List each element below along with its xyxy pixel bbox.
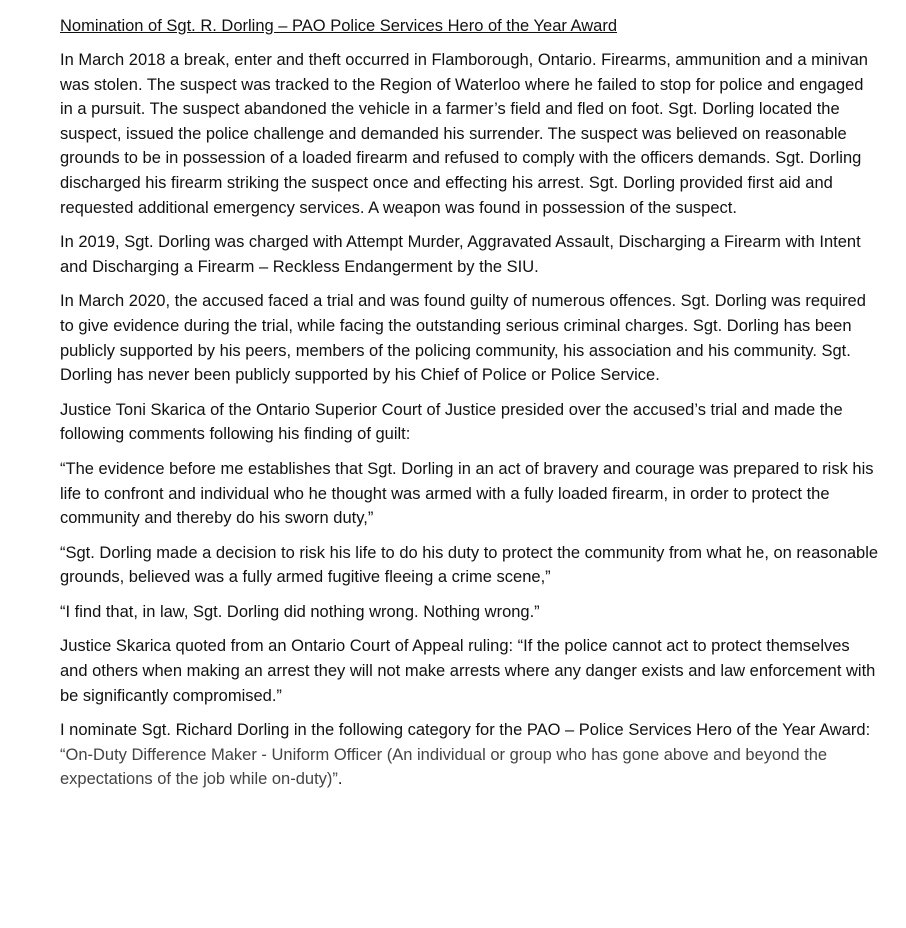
quote-nothing-wrong: “I find that, in law, Sgt. Dorling did nothing wrong. Nothing wrong.” (60, 602, 540, 621)
quote-decision: “Sgt. Dorling made a decision to risk his life to do his duty to protect the community from what he, on reasonable grounds, believed was a fully armed fugitive fleeing a crime scene,” (60, 543, 879, 587)
nomination-end: . (337, 770, 343, 789)
paragraph-incident: In March 2018 a break, enter and theft occurred in Flamborough, Ontario. Firearms, ammunition and a minivan was stolen. The suspect was tracked to the Region of Waterloo where he failed to stop for police and engaged in a pursuit. The suspect abandoned the vehicle in a farmer’s field and fled on foot. Sgt. Dorling located the suspect, issued the police challenge and demanded his surrender. The suspect was believed on reasonable grounds to be in possession of a loaded firearm and refused to comply with the officers demands. Sgt. Dorling discharged his firearm striking the suspect once and effecting his arrest. Sgt. Dorling provided first aid and requested additional emergency services. A weapon was found in possession of the suspect. (60, 51, 868, 217)
nomination-intro: I nominate Sgt. Richard Dorling in the following category for the PAO – Police Services Hero of the Year Award: (60, 721, 871, 740)
nomination-category: “On-Duty Difference Maker - Uniform Officer (An individual or group who has gone above and beyond the expectations of the job while on-duty)” (60, 745, 828, 789)
quote-bravery: “The evidence before me establishes that Sgt. Dorling in an act of bravery and courage was prepared to risk his life to confront and individual who he thought was armed with a fully loaded firearm, in order to protect the community and thereby do his sworn duty,” (60, 459, 874, 528)
paragraph-trial: In March 2020, the accused faced a trial and was found guilty of numerous offences. Sgt. Dorling was required to give evidence during the trial, while facing the outstanding serious criminal charges. Sgt. Dorling has been publicly supported by his peers, members of the policing community, his association and his community. Sgt. Dorling has never been publicly supported by his Chief of Police or Police Service. (60, 292, 866, 385)
document-page (60, 14, 880, 802)
paragraph-nomination (60, 718, 880, 792)
document-title: Nomination of Sgt. R. Dorling – PAO Police Services Hero of the Year Award (60, 17, 618, 35)
paragraph-charges: In 2019, Sgt. Dorling was charged with Attempt Murder, Aggravated Assault, Discharging a Firearm with Intent and Discharging a Firearm – Reckless Endangerment by the SIU. (60, 233, 861, 276)
paragraph-justice-intro: Justice Toni Skarica of the Ontario Superior Court of Justice presided over the accused’s trial and made the following comments following his finding of guilt: (60, 400, 843, 444)
paragraph-appeal-ruling: Justice Skarica quoted from an Ontario Court of Appeal ruling: “If the police cannot act to protect themselves and others when making an arrest they will not make arrests where any danger exists and law enforcement with be significantly compromised.” (60, 637, 876, 705)
